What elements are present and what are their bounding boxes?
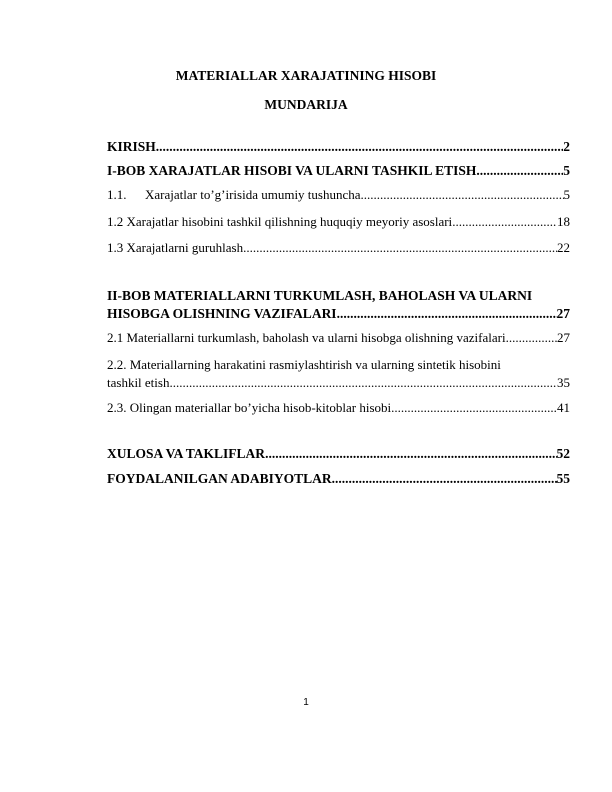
toc-entry-adabiyotlar[interactable] (107, 471, 570, 487)
dot-leader (452, 214, 557, 230)
toc-entry-label: 1.2 Xarajatlar hisobini tashkil qilishning huquqiy meyoriy asoslari (107, 214, 453, 229)
dot-leader (506, 330, 557, 346)
toc-entry-page: 2 (563, 139, 570, 154)
toc-entry-kirish[interactable] (107, 139, 570, 155)
dot-leader (265, 446, 556, 462)
toc-entry-section-2-3[interactable] (107, 400, 570, 416)
toc-entry-page: 5 (563, 163, 570, 178)
toc-entry-page: 35 (557, 375, 570, 390)
toc-entry-label-line2: tashkil etish (107, 375, 170, 390)
toc-entry-page: 52 (556, 446, 570, 461)
toc-entry-label: Xarajatlar to’g’irisida umumiy tushuncha (145, 187, 361, 202)
toc-entry-label-line1: II-BOB MATERIALLARNI TURKUMLASH, BAHOLASH VA ULARNI (107, 288, 533, 303)
dot-leader (391, 400, 557, 416)
toc-entry-section-1-1[interactable] (107, 187, 570, 203)
dot-leader (332, 471, 557, 487)
toc-entry-page: 27 (557, 330, 570, 345)
toc-entry-label: KIRISH (107, 139, 156, 154)
page-number: 1 (303, 697, 309, 708)
toc-entry-label: 2.3. Olingan materiallar bo’yicha hisob-kitoblar hisobi (107, 400, 392, 415)
toc-entry-page: 5 (563, 187, 570, 202)
toc-entry-chapter-1[interactable] (107, 163, 570, 179)
dot-leader (243, 240, 557, 256)
toc-entry-label: XULOSA VA TAKLIFLAR (107, 446, 266, 461)
toc-heading: MUNDARIJA (264, 97, 348, 112)
toc-entry-number: 1.1. (107, 187, 127, 202)
toc-entry-label-line1: 2.2. Materiallarning harakatini rasmiylashtirish va ularning sintetik hisobini (107, 357, 501, 372)
document-title: MATERIALLAR XARAJATINING HISOBI (175, 68, 437, 83)
toc-entry-section-2-1[interactable] (107, 330, 570, 346)
toc-entry-label: I-BOB XARAJATLAR HISOBI VA ULARNI TASHKIL ETISH (107, 163, 477, 178)
toc-entry-section-1-3[interactable] (107, 240, 570, 256)
dot-leader (361, 187, 564, 203)
dot-leader (156, 139, 563, 155)
toc-entry-page: 18 (557, 214, 570, 229)
dot-leader (476, 163, 563, 179)
dot-leader (169, 374, 557, 392)
toc-entry-xulosa[interactable] (107, 446, 570, 462)
toc-entry-chapter-2[interactable] (107, 287, 570, 323)
toc-entry-page: 22 (557, 240, 570, 255)
toc-entry-label: 2.1 Materiallarni turkumlash, baholash va ularni hisobga olishning vazifalari (107, 330, 506, 345)
toc-entry-page: 55 (556, 471, 570, 486)
dot-leader (337, 305, 557, 323)
toc-entry-label: FOYDALANILGAN ADABIYOTLAR (107, 471, 332, 486)
toc-entry-section-2-2[interactable] (107, 356, 570, 392)
toc-entry-label-line2: HISOBGA OLISHNING VAZIFALARI (107, 306, 337, 321)
toc-entry-label: 1.3 Xarajatlarni guruhlash (107, 240, 244, 255)
toc-entry-page: 27 (556, 306, 570, 321)
toc-entry-page: 41 (557, 400, 570, 415)
toc-entry-section-1-2[interactable] (107, 214, 570, 230)
